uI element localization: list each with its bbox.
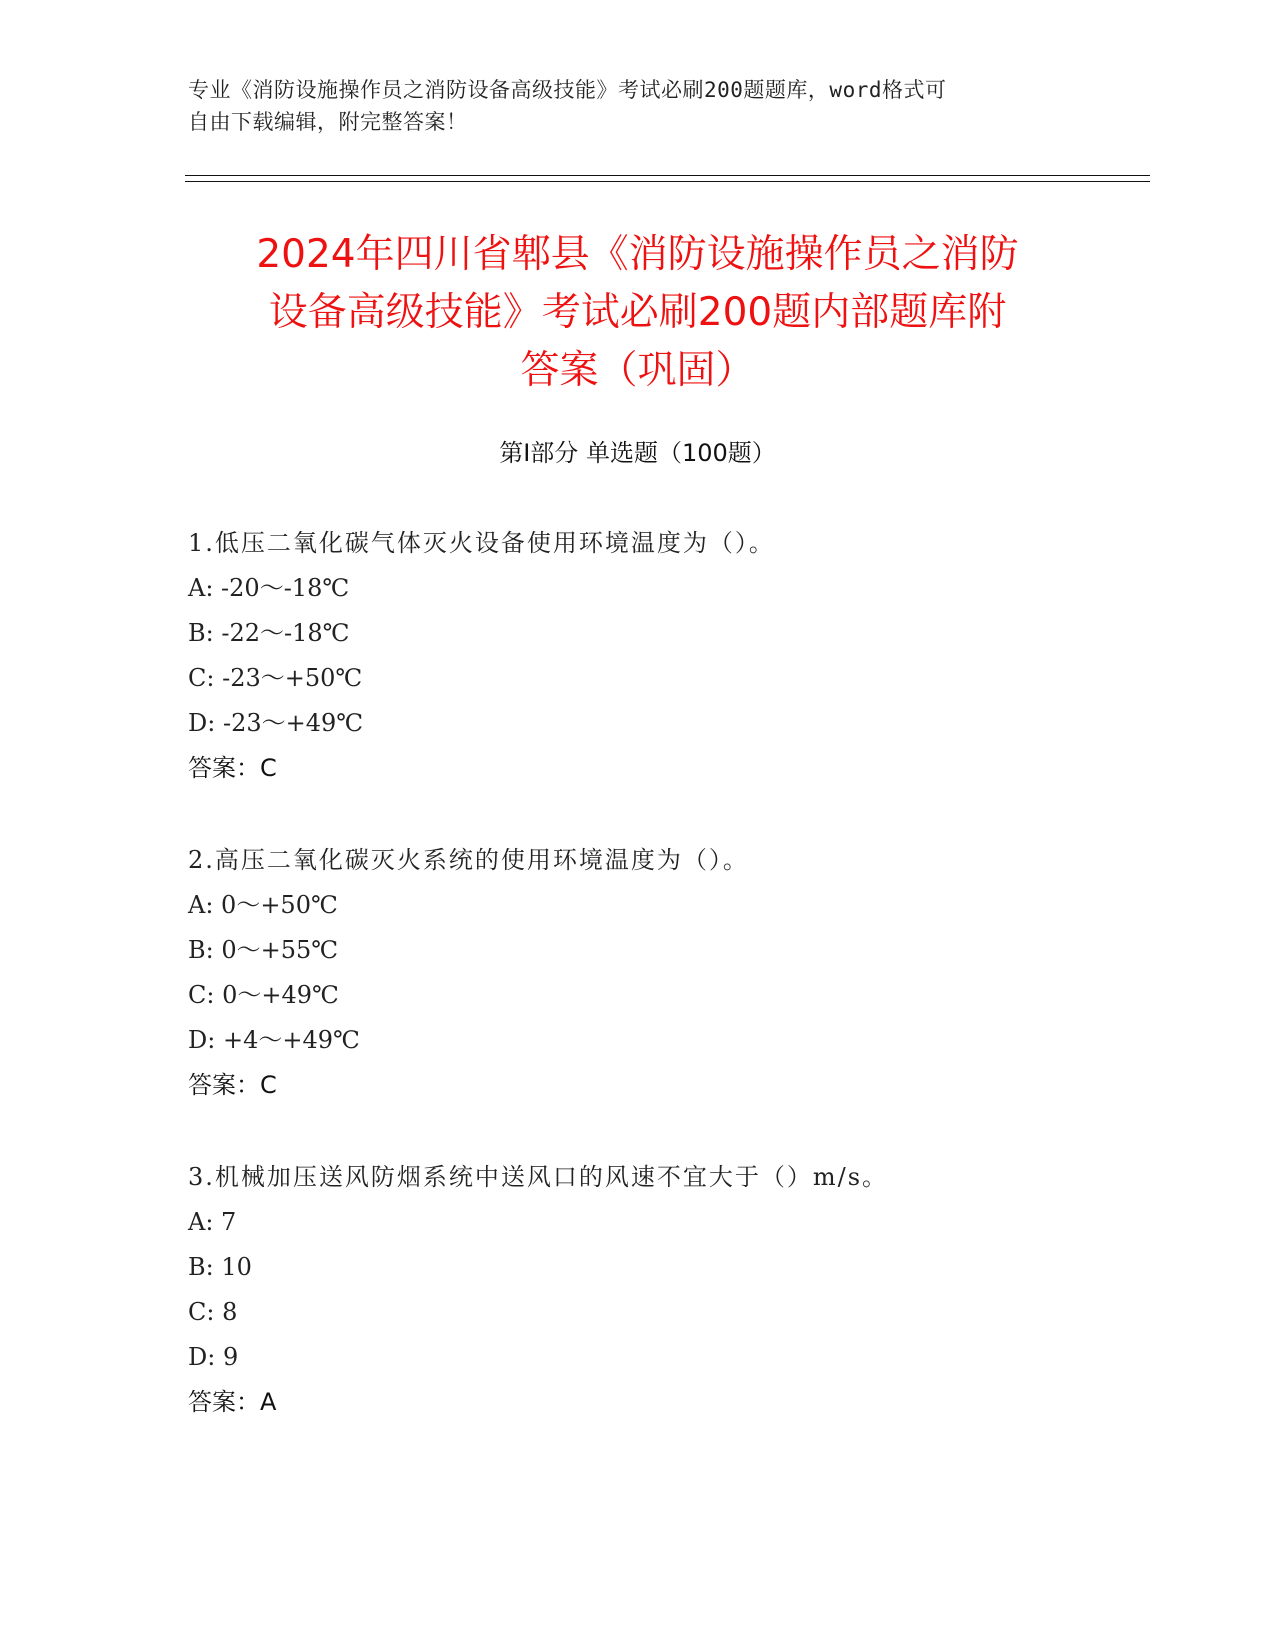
header-note xyxy=(188,74,1068,138)
option-a: A: 0～+50℃ xyxy=(188,891,338,919)
answer: 答案：A xyxy=(188,1388,277,1416)
document-title xyxy=(160,226,1115,400)
option-c: C: 0～+49℃ xyxy=(188,981,339,1009)
header-rule-top xyxy=(185,175,1150,176)
option-a: A: -20～-18℃ xyxy=(188,574,350,602)
option-d: D: +4～+49℃ xyxy=(188,1026,360,1054)
question-spacer xyxy=(188,798,1148,845)
document-title-line-1: 2024年四川省郫县《消防设施操作员之消防 xyxy=(256,232,1019,277)
question-list xyxy=(188,528,1148,1432)
question-stem: 3.机械加压送风防烟系统中送风口的风速不宜大于（）m/s。 xyxy=(188,1163,889,1191)
option-b: B: -22～-18℃ xyxy=(188,619,350,647)
option-b: B: 0～+55℃ xyxy=(188,936,339,964)
answer: 答案：C xyxy=(188,754,277,782)
question-spacer xyxy=(188,1115,1148,1162)
section-title: 第Ⅰ部分 单选题（100题） xyxy=(499,439,776,467)
header-note-line-1: 专业《消防设施操作员之消防设备高级技能》考试必刷200题题库，word格式可 xyxy=(188,78,947,102)
option-c: C: -23～+50℃ xyxy=(188,664,363,692)
answer: 答案：C xyxy=(188,1071,277,1099)
document-title-line-3: 答案（巩固） xyxy=(520,348,755,393)
document-title-line-2: 设备高级技能》考试必刷200题内部题库附 xyxy=(268,290,1007,335)
header-note-line-2: 自由下载编辑，附完整答案！ xyxy=(188,110,468,134)
question-2 xyxy=(188,845,1148,1162)
option-b: B: 10 xyxy=(188,1253,252,1281)
question-3 xyxy=(188,1162,1148,1432)
header-rule-bottom xyxy=(185,181,1150,182)
question-stem: 2.高压二氧化碳灭火系统的使用环境温度为（）。 xyxy=(188,846,749,874)
option-a: A: 7 xyxy=(188,1208,237,1236)
option-c: C: 8 xyxy=(188,1298,238,1326)
option-d: D: 9 xyxy=(188,1343,239,1371)
option-d: D: -23～+49℃ xyxy=(188,709,364,737)
question-stem: 1.低压二氧化碳气体灭火设备使用环境温度为（）。 xyxy=(188,529,775,557)
question-1 xyxy=(188,528,1148,845)
